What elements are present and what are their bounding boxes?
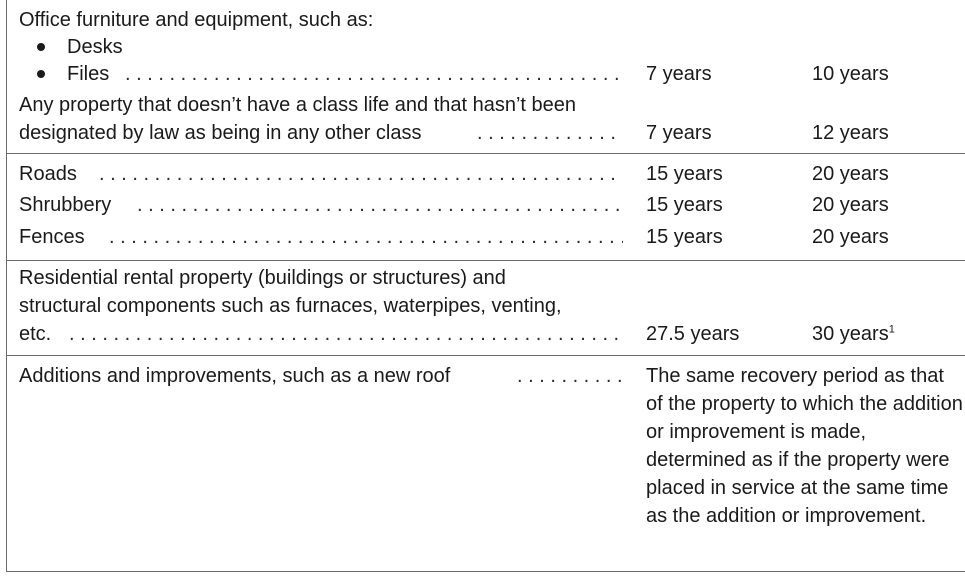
additions-recovery-period: The same recovery period as that of the property to which the addition or improvement is made, determined as if the property were placed in service at the same time as the addition or improvement. [646, 365, 963, 527]
noclass-line2: designated by law as being in any other class [19, 122, 422, 144]
row-noclass-2 [7, 119, 965, 147]
row-desks [7, 33, 965, 61]
additions-label: Additions and improvements, such as a new roof [19, 365, 451, 387]
noclass-line1: Any property that doesn’t have a class life and that hasn’t been [19, 94, 577, 116]
ads-period: 20 years [812, 194, 889, 216]
row-residential-2 [7, 292, 965, 320]
bullet-dot [37, 70, 45, 78]
dot-leader [109, 223, 623, 251]
gds-period: 15 years [646, 226, 723, 248]
row-roads [7, 160, 965, 188]
ads-period [812, 320, 895, 348]
bullet-dot [37, 43, 45, 51]
residential-line2: structural components such as furnaces, waterpipes, venting, [19, 295, 562, 317]
section-office-equipment [7, 0, 965, 154]
gds-period: 27.5 years [646, 323, 740, 345]
gds-period: 7 years [646, 63, 712, 85]
ads-period: 12 years [812, 122, 889, 144]
row-residential-1 [7, 264, 965, 292]
gds-period: 15 years [646, 194, 723, 216]
ads-period-value: 30 years [812, 323, 889, 345]
row-noclass-1 [7, 91, 965, 119]
dot-leader [477, 119, 623, 147]
recovery-period-table [6, 0, 965, 572]
gds-period: 7 years [646, 122, 712, 144]
row-files [7, 60, 965, 88]
bullet-files: Files [67, 63, 110, 85]
row-fences [7, 223, 965, 251]
residential-line3: etc. [19, 323, 52, 345]
gds-period: 15 years [646, 163, 723, 185]
dot-leader [99, 160, 623, 188]
dot-leader [69, 320, 623, 348]
ads-period: 20 years [812, 163, 889, 185]
ads-period: 20 years [812, 226, 889, 248]
dot-leader [137, 191, 623, 219]
footnote-marker: 1 [888, 323, 895, 336]
section-additions [7, 355, 965, 572]
residential-line1: Residential rental property (buildings or structures) and [19, 267, 506, 289]
dot-leader [517, 362, 623, 390]
section-land-improvements [7, 153, 965, 261]
shrubbery-label: Shrubbery [19, 194, 112, 216]
office-heading: Office furniture and equipment, such as: [19, 9, 374, 31]
dot-leader [125, 60, 623, 88]
row-shrubbery [7, 191, 965, 219]
bullet-desks: Desks [67, 36, 123, 58]
row-residential-3 [7, 320, 965, 348]
roads-label: Roads [19, 163, 77, 185]
ads-period: 10 years [812, 63, 889, 85]
section-residential-rental [7, 260, 965, 356]
row-office-heading [7, 6, 965, 34]
fences-label: Fences [19, 226, 85, 248]
